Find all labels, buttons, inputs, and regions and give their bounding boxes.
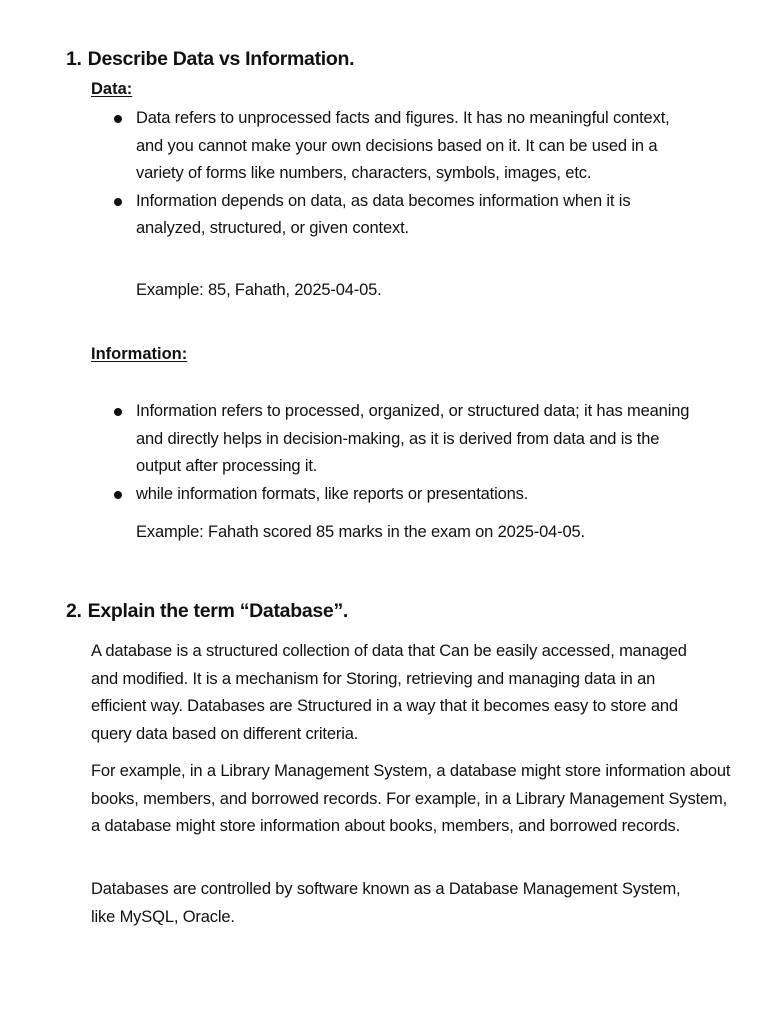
data-example: Example: 85, Fahath, 2025-04-05. — [136, 281, 382, 299]
question-1-number: 1. — [66, 48, 82, 70]
list-item — [91, 105, 691, 188]
list-item — [91, 188, 691, 243]
list-item — [91, 481, 691, 509]
list-item — [91, 398, 691, 481]
bullet-dot-icon — [114, 115, 122, 123]
database-paragraph-2: For example, in a Library Management System, a database might store information about books, members, and borrowed records. For example, in a Library Management System, a database might store information about books, members, and borrowed records. — [91, 762, 731, 835]
data-subheading: Data: — [91, 80, 133, 98]
data-bullet-2-text: Information depends on data, as data becomes information when it is analyzed, structured, or given context. — [136, 191, 631, 237]
bullet-dot-icon — [114, 198, 122, 206]
information-subheading: Information: — [91, 345, 188, 363]
database-paragraph-3: Databases are controlled by software known as a Database Management System, like MySQL, Oracle. — [91, 880, 681, 926]
bullet-dot-icon — [114, 408, 122, 416]
info-bullet-2-text: while information formats, like reports or presentations. — [136, 484, 529, 503]
bullet-dot-icon — [114, 491, 122, 499]
question-2-number: 2. — [66, 600, 82, 622]
info-bullet-1-text: Information refers to processed, organized, or structured data; it has meaning and directly helps in decision-making, as it is derived from data and is the output after processing it. — [136, 402, 690, 475]
information-example: Example: Fahath scored 85 marks in the exam on 2025-04-05. — [136, 523, 585, 541]
question-2-title: Explain the term “Database”. — [87, 600, 349, 622]
data-bullet-1-text: Data refers to unprocessed facts and figures. It has no meaningful context, and you cannot make your own decisions based on it. It can be used in a variety of forms like numbers, characters, symbols, images, etc. — [136, 109, 670, 182]
data-bullet-list — [91, 105, 691, 243]
information-bullet-list — [91, 398, 691, 508]
question-2-heading — [66, 600, 348, 623]
question-1-heading — [66, 48, 354, 71]
database-paragraph-1: A database is a structured collection of data that Can be easily accessed, managed and modified. It is a mechanism for Storing, retrieving and managing data in an efficient way. Databases are Structured in a way that it becomes easy to store and query data based on different criteria. — [91, 642, 687, 743]
question-1-title: Describe Data vs Information. — [87, 48, 355, 70]
